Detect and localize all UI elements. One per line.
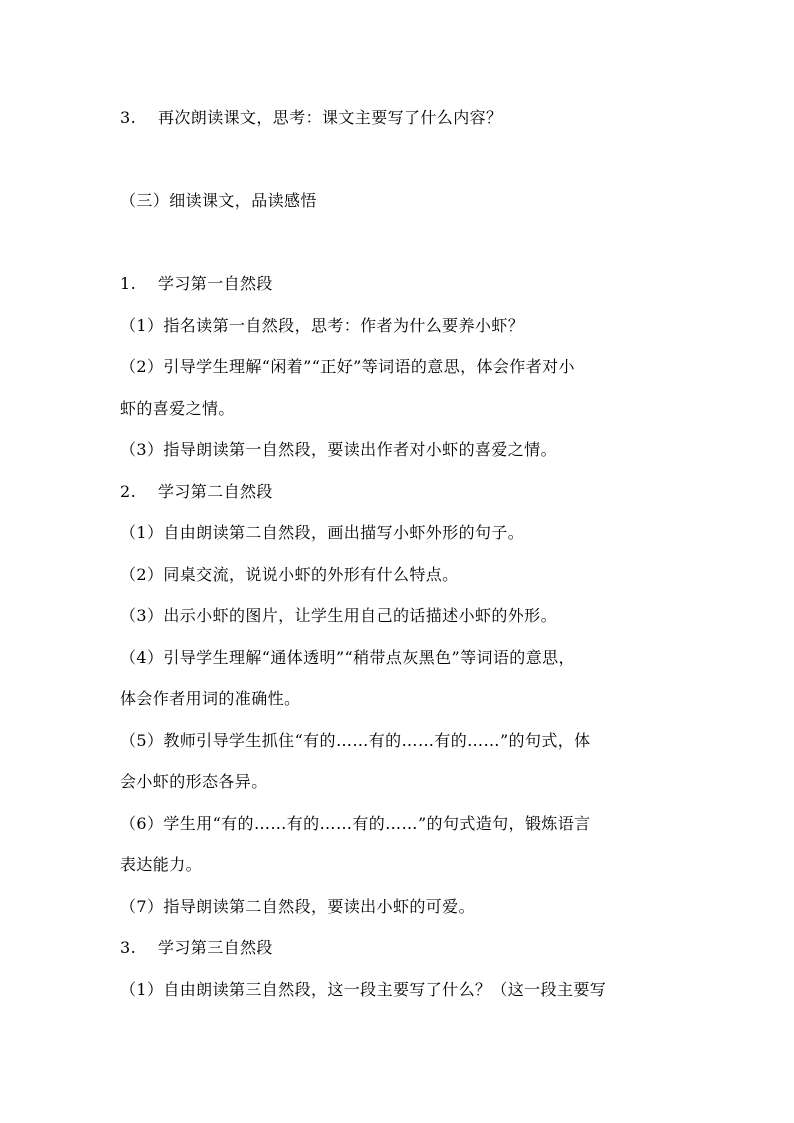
paragraph-line: 体会作者用词的准确性。 bbox=[120, 689, 301, 708]
step-number: 1. bbox=[120, 274, 137, 293]
step-number: 2. bbox=[120, 482, 137, 501]
step-text: 学习第三自然段 bbox=[158, 938, 273, 957]
step-text: 学习第二自然段 bbox=[158, 482, 273, 501]
paragraph-line: （4）引导学生理解“通体透明”“稍带点灰黑色”等词语的意思， bbox=[120, 648, 575, 667]
paragraph-line: 会小虾的形态各异。 bbox=[120, 772, 268, 791]
paragraph-line: （1）自由朗读第三自然段，这一段主要写了什么？（这一段主要写 bbox=[120, 980, 607, 999]
paragraph-line: （1）自由朗读第二自然段，画出描写小虾外形的句子。 bbox=[120, 523, 525, 542]
paragraph-line: （1）指名读第一自然段，思考：作者为什么要养小虾？ bbox=[120, 316, 525, 335]
paragraph-line: （3）指导朗读第一自然段，要读出作者对小虾的喜爱之情。 bbox=[120, 440, 557, 459]
paragraph-line: （7）指导朗读第二自然段，要读出小虾的可爱。 bbox=[120, 897, 475, 916]
paragraph-line: （3）出示小虾的图片，让学生用自己的话描述小虾的外形。 bbox=[120, 606, 557, 625]
step-number: 3. bbox=[120, 108, 137, 127]
paragraph-line: （2）引导学生理解“闲着”“正好”等词语的意思，体会作者对小 bbox=[120, 357, 575, 376]
step-heading bbox=[120, 108, 680, 128]
paragraph-line: （5）教师引导学生抓住“有的……有的……有的……”的句式，体 bbox=[120, 731, 591, 750]
step-heading bbox=[120, 938, 680, 958]
paragraph-line: 表达能力。 bbox=[120, 855, 203, 874]
step-heading bbox=[120, 482, 680, 502]
step-number: 3. bbox=[120, 938, 137, 957]
step-text: 再次朗读课文，思考：课文主要写了什么内容？ bbox=[158, 108, 503, 127]
step-heading bbox=[120, 274, 680, 294]
step-text: 学习第一自然段 bbox=[158, 274, 273, 293]
paragraph-line: （6）学生用“有的……有的……有的……”的句式造句，锻炼语言 bbox=[120, 814, 591, 833]
paragraph-line: 虾的喜爱之情。 bbox=[120, 399, 235, 418]
paragraph-line: （2）同桌交流，说说小虾的外形有什么特点。 bbox=[120, 565, 459, 584]
section-heading: （三）细读课文，品读感悟 bbox=[120, 191, 317, 210]
